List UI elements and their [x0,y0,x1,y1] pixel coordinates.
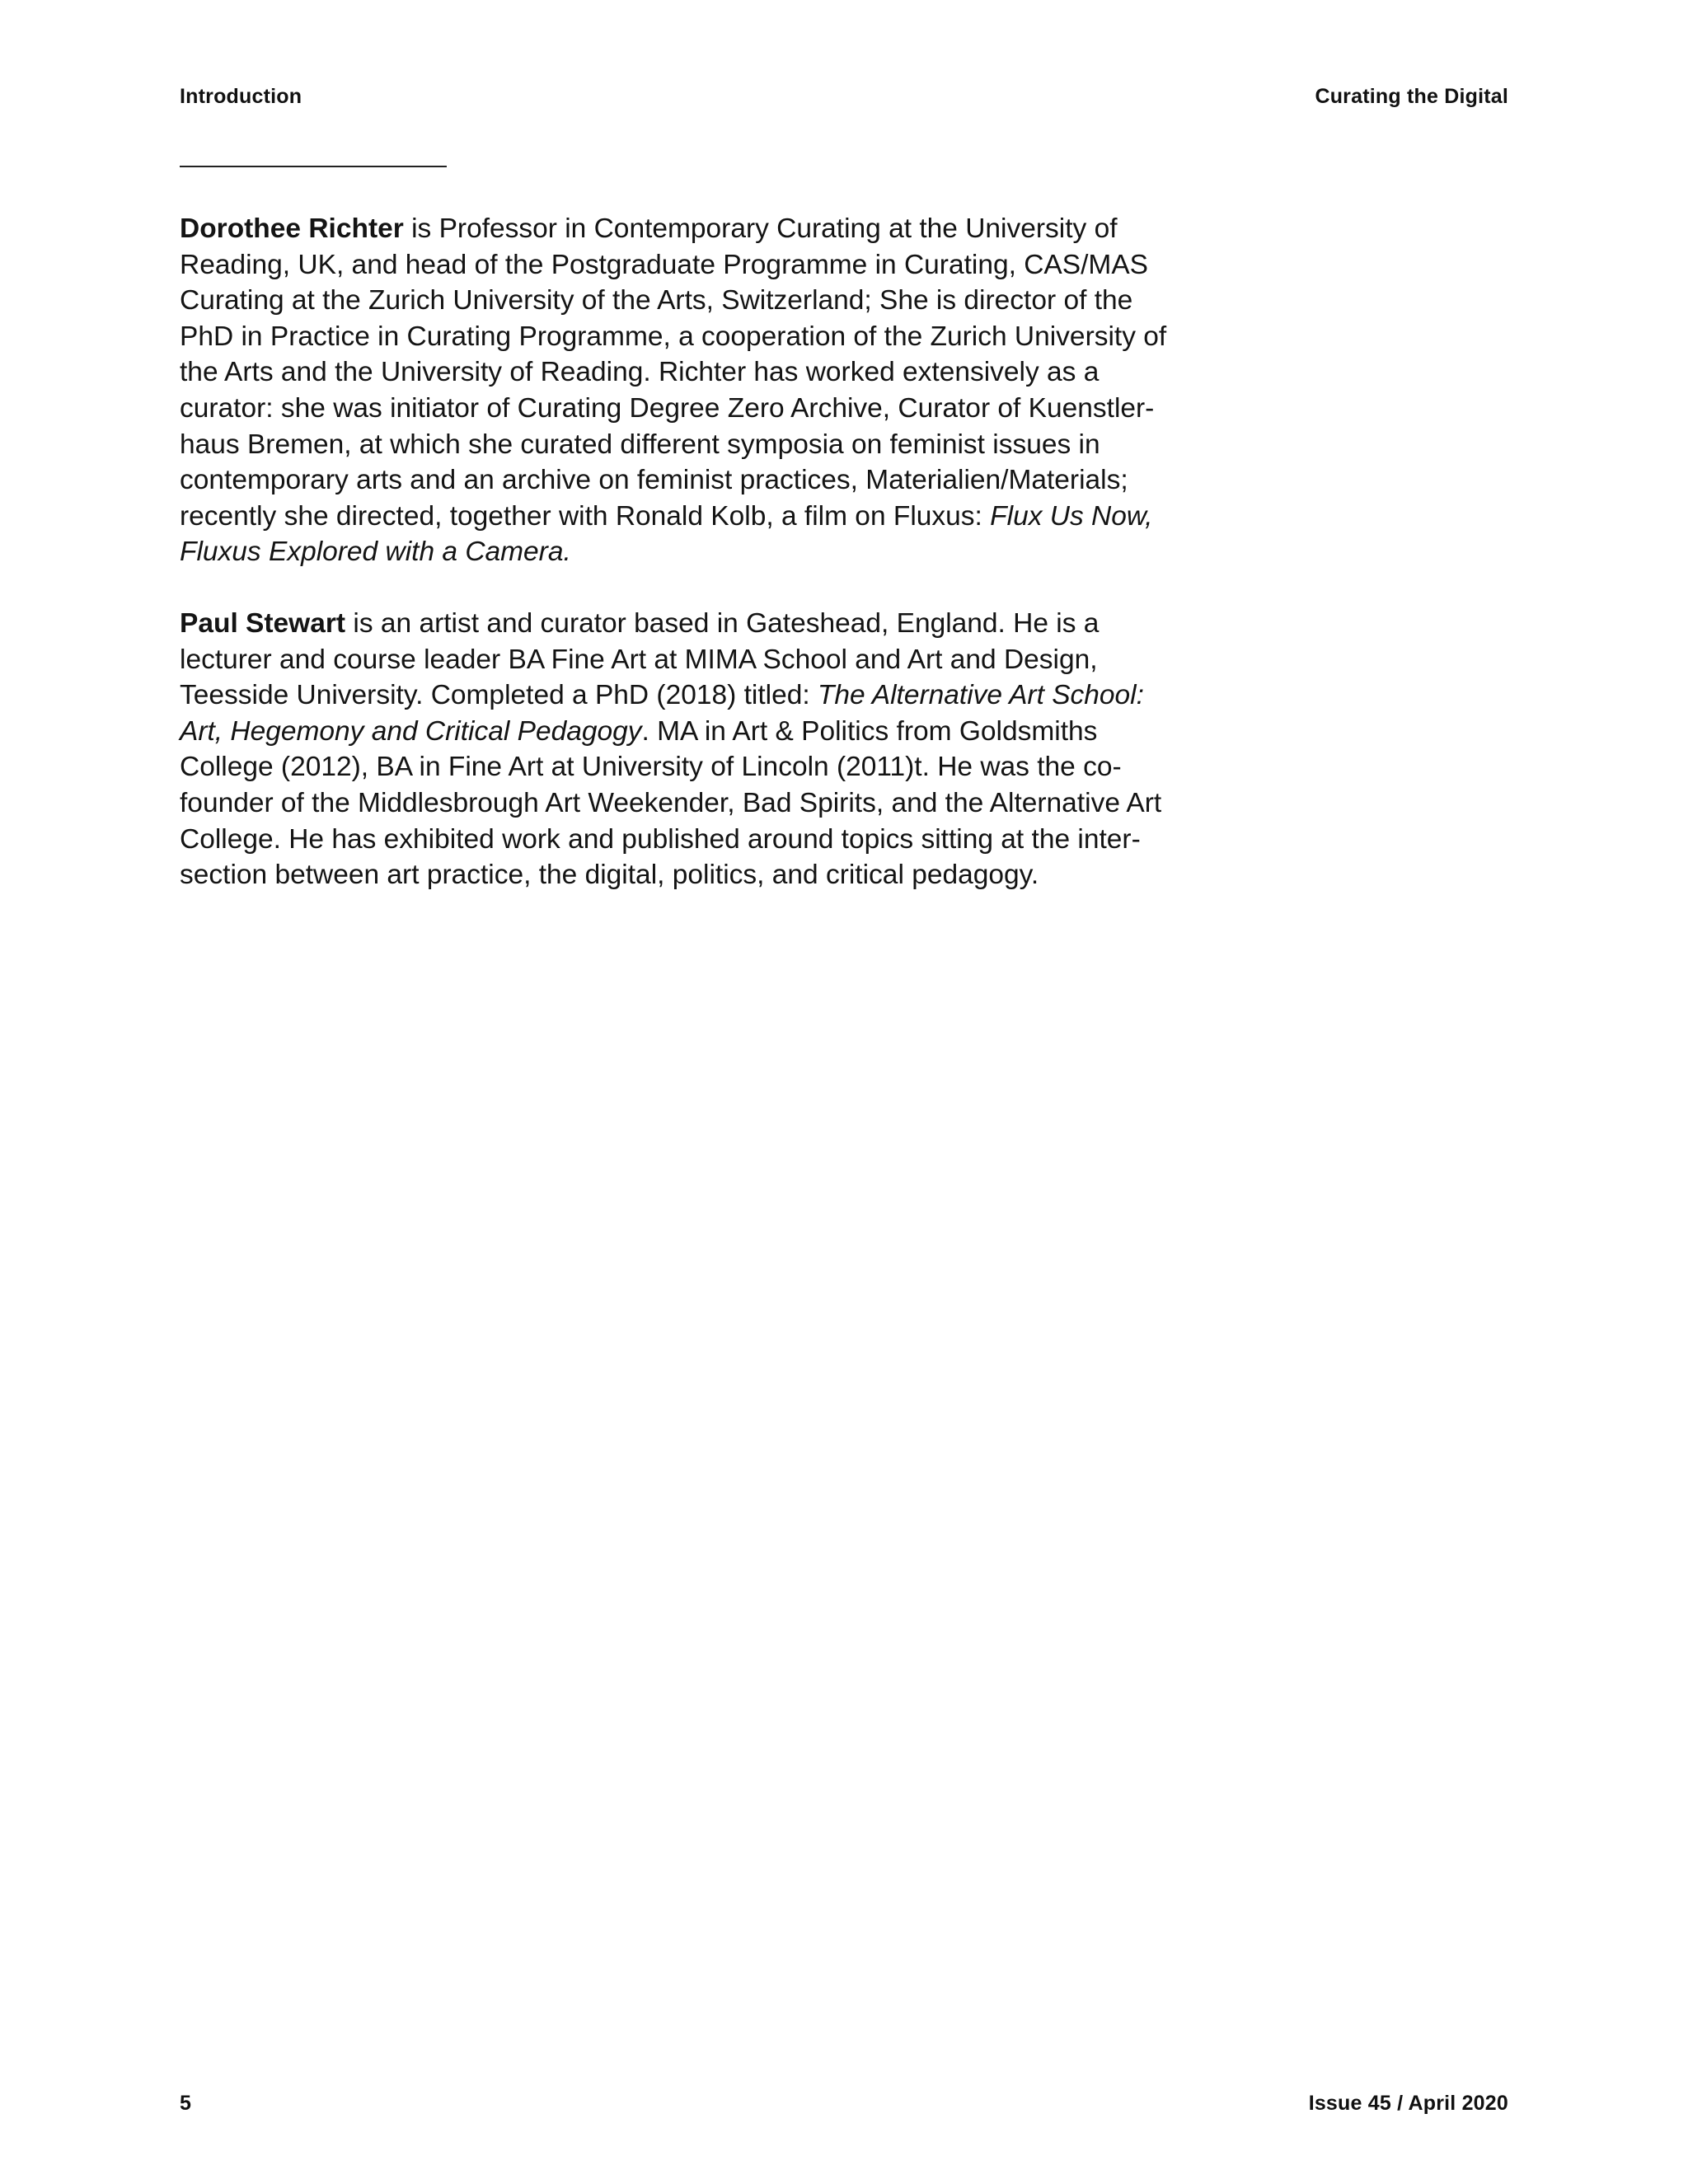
bio-italic-title: Flux Us Now, Fluxus Explored with a Camera. [180,500,1153,568]
bio-italic-title: The Alternative Art School: Art, Hegemony and Critical Pedagogy [180,680,1144,747]
running-footer [180,2092,1508,2116]
bio-tail: . MA in Art & Politics from Goldsmiths College (2012), BA in Fine Art at University of Lincoln (2011)t. He was the co-founder of the Middlesbrough Art Weekender, Bad Spirits, and the Alternative Art College. He has exhibited work and published around topics sitting at the inter-section between art practice, the digital, politics, and critical pedagogy. [180,715,1162,891]
running-header [180,85,1508,109]
bio-text: is an artist and curator based in Gateshead, England. He is a lecturer and course leader BA Fine Art at MIMA School and Art and Design, Teesside University. Completed a PhD (2018) titled: [180,607,1100,711]
page-number: 5 [180,2092,192,2115]
bio-dorothee-richter [180,211,1185,570]
bio-paul-stewart [180,606,1185,893]
section-title: Introduction [180,85,302,108]
section-divider [180,166,447,167]
bio-name: Paul Stewart [180,607,346,639]
bio-name: Dorothee Richter [180,213,404,244]
publication-title: Curating the Digital [1315,85,1508,108]
issue-date: Issue 45 / April 2020 [1308,2092,1508,2115]
contributor-bios [180,211,1185,929]
bio-text: is Professor in Contemporary Curating at the University of Reading, UK, and head of the Postgraduate Programme in Curating, CAS/MAS Curating at the Zurich University of the Arts, Switzerland; She is director of the PhD in Practice in Curating Programme, a cooperation of the Zurich University of the Arts and the University of Reading. Richter has worked extensively as a curator: she was initiator of Curating Degree Zero Archive, Curator of Kuenstler-haus Bremen, at which she curated different symposia on feminist issues in contemporary arts and an archive on feminist practices, Materialien/Materials; recently she directed, together with Ronald Kolb, a film on Fluxus: [180,213,1167,532]
